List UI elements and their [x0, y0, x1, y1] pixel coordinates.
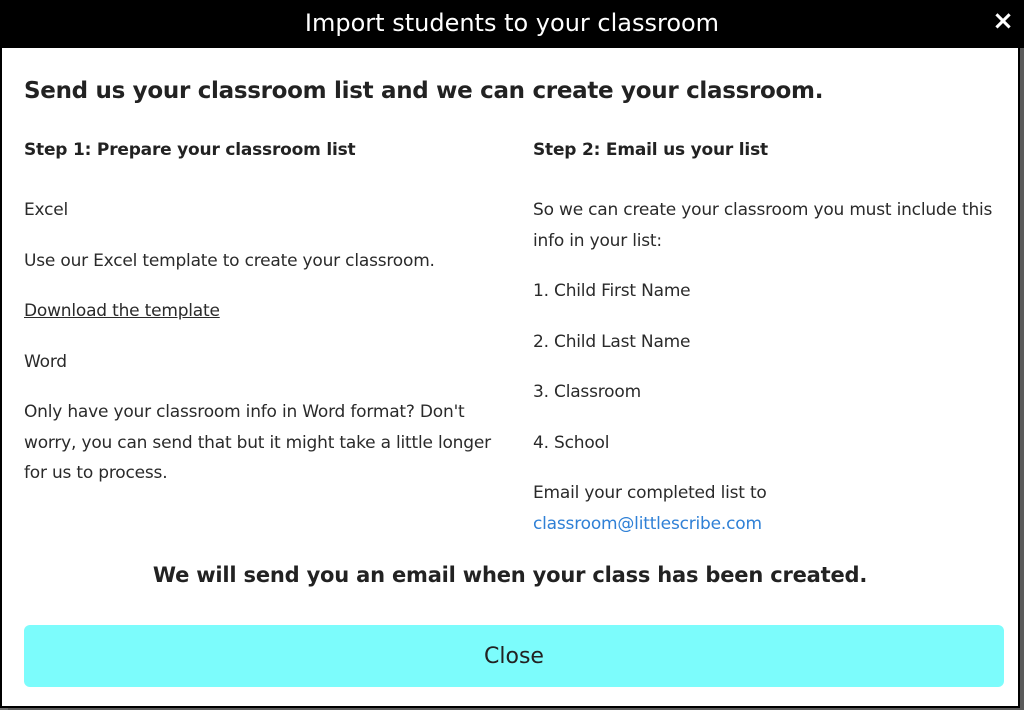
word-text: Only have your classroom info in Word format? Don't worry, you can send that but it might take a little longer for us to process.: [24, 402, 491, 483]
footer-note: We will send you an email when your class has been created.: [152, 563, 868, 587]
list-item: 4. School: [533, 432, 610, 453]
step1-title: Step 1: Prepare your classroom list: [24, 140, 356, 160]
dialog-heading: Send us your classroom list and we can create your classroom.: [24, 78, 824, 104]
excel-label: Excel: [24, 200, 69, 220]
step1-column: [24, 140, 494, 489]
list-item: 2. Child Last Name: [533, 331, 691, 352]
list-item: 1. Child First Name: [533, 281, 691, 301]
email-instruction: [533, 478, 1003, 539]
email-link[interactable]: classroom@littlescribe.com: [533, 513, 762, 534]
step2-column: [533, 140, 1003, 539]
step2-intro: So we can create your classroom you must include this info in your list:: [533, 200, 993, 251]
list-item: 3. Classroom: [533, 382, 641, 402]
dialog-titlebar: [0, 0, 1024, 48]
download-template-link[interactable]: Download the template: [24, 301, 220, 321]
word-label: Word: [24, 351, 67, 372]
excel-text: Use our Excel template to create your classroom.: [24, 250, 435, 271]
close-button[interactable]: Close: [24, 625, 1004, 687]
dialog-title: Import students to your classroom: [304, 9, 720, 37]
email-prefix: Email your completed list to: [533, 483, 767, 503]
close-icon[interactable]: ×: [992, 6, 1014, 36]
step2-title: Step 2: Email us your list: [533, 140, 768, 160]
